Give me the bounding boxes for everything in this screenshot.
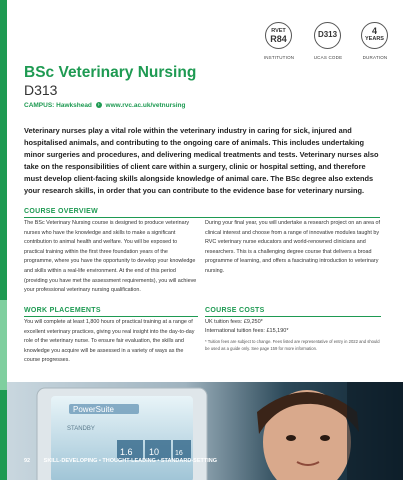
- overview-rule: [24, 217, 380, 218]
- screen-value-3: 16: [175, 450, 183, 457]
- page-footer: [24, 458, 217, 464]
- institution-badge-top: RVET: [271, 28, 286, 34]
- placements-rule: [24, 316, 198, 317]
- duration-unit: YEARS: [365, 36, 384, 42]
- green-side-bar: [0, 0, 7, 480]
- institution-code: R84: [270, 34, 287, 44]
- screen-value-2: 10: [149, 447, 160, 457]
- fees-note: * Tuition fees are subject to change. Fees listed are representative of entry in 2022 and should be used as a guide only. See page 159 for more information.: [205, 339, 380, 351]
- ucas-caption: UCAS CODE: [313, 55, 343, 60]
- international-fee: International tuition fees: £15,190*: [205, 328, 289, 334]
- overview-column-left: The BSc Veterinary Nursing course is designed to produce veterinary nurses who have the knowledge and skills to make a significant contribution to animal health and welfare. You will be exposed to practical training within the first three foundation years of the programme, where you have the opportunity to develop your knowledge and skills within a real-life environment. At the end of this period (providing you have met the assessment requirements), you will achieve your professional veterinary nursing qualification.: [24, 220, 197, 294]
- light-green-accent: [0, 300, 7, 390]
- footer-tagline: SKILL-DEVELOPING • THOUGHT-LEADING • STANDARD-SETTING: [43, 458, 217, 464]
- costs-rule: [205, 316, 381, 317]
- duration-badge: [361, 22, 388, 49]
- institution-caption: INSTITUTION: [263, 55, 295, 60]
- ucas-badge: [314, 22, 341, 49]
- campus-label: CAMPUS: Hawkshead: [24, 102, 92, 109]
- campus-line: [24, 102, 185, 109]
- screen-value-1: 1.6: [120, 447, 133, 457]
- overview-column-right: During your final year, you will undertake a research project on an area of clinical interest and choose from a range of innovative modules taught by RVC veterinary nurse educators and world-renowned clinicians and researchers. This is a challenging degree course that delivers a broad programme of learning, and offers a fascinating introduction to veterinary nursing.: [205, 220, 380, 274]
- vet-nurse-photo: [7, 382, 403, 480]
- page-title: BSc Veterinary Nursing: [24, 64, 197, 81]
- screen-standby: STANDBY: [67, 426, 95, 432]
- institution-badge: [265, 22, 292, 49]
- uk-fee: UK tuition fees: £9,250*: [205, 319, 263, 325]
- placements-heading: WORK PLACEMENTS: [24, 307, 101, 314]
- overview-heading: COURSE OVERVIEW: [24, 208, 98, 215]
- placements-text: You will complete at least 1,800 hours of practical training at a range of excellent veterinary practices, giving you real insight into the day-to-day role of the veterinary nurse. To ensure fair evaluation, the skills and knowledge you acquire will be assessed in a variety of ways as the course progresses.: [24, 319, 195, 364]
- arrow-icon: ›: [96, 102, 102, 108]
- screen-brand: PowerSuite: [73, 405, 114, 414]
- page-number: 92: [24, 458, 31, 464]
- course-code: D313: [24, 82, 58, 98]
- course-badges: [262, 22, 392, 60]
- ucas-code: D313: [317, 30, 338, 39]
- duration-caption: DURATION: [362, 55, 388, 60]
- costs-heading: COURSE COSTS: [205, 307, 265, 314]
- course-url-link[interactable]: www.rvc.ac.uk/vetnursing: [105, 102, 186, 109]
- duration-number: 4: [371, 26, 377, 36]
- intro-paragraph: Veterinary nurses play a vital role within the veterinary industry in caring for sick, injured and hospitalised animals, and contributing to the ongoing care of animals. This includes undertaking minor surgeries and procedures, and delivering medical treatments and tests. Veterinary nurses also take on the responsibilities of client care within a surgery, clinic or hospital setting, and therefore must develop client-facing skills alongside knowledge of animal care. The BSc degree also extends your research skills, in order that you can contribute to the evidence base for veterinary nursing.: [24, 126, 379, 195]
